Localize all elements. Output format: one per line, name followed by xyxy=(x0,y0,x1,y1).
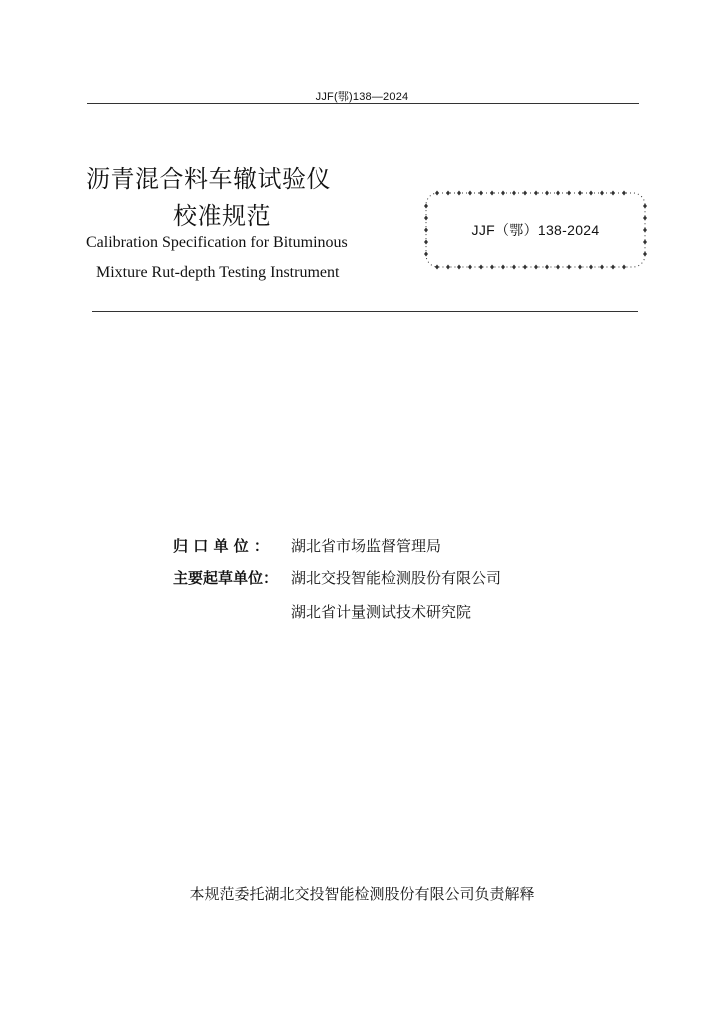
header-rule xyxy=(87,103,639,104)
interpretation-note: 本规范委托湖北交投智能检测股份有限公司负责解释 xyxy=(189,885,535,903)
drafting-unit-value-2: 湖北省计量测试技术研究院 xyxy=(291,603,472,621)
title-english-line-1: Calibration Specification for Bituminous xyxy=(86,234,348,251)
specification-code-box xyxy=(423,190,648,270)
responsible-unit-value: 湖北省市场监督管理局 xyxy=(291,537,442,555)
running-header-code: JJF(鄂)138—2024 xyxy=(315,91,409,103)
drafting-unit-row-2 xyxy=(173,601,471,622)
title-chinese-line-2: 校准规范 xyxy=(173,202,271,230)
specification-code: JJF（鄂）138-2024 xyxy=(471,222,600,238)
drafting-unit-value-1: 湖北交投智能检测股份有限公司 xyxy=(291,569,502,587)
title-rule xyxy=(92,311,638,312)
drafting-unit-row xyxy=(173,567,501,588)
drafting-unit-label: 主要起草单位： xyxy=(173,569,279,587)
responsible-unit-label: 归 口 单 位 ： xyxy=(173,537,269,555)
title-english-line-2: Mixture Rut-depth Testing Instrument xyxy=(96,264,340,281)
title-chinese-line-1: 沥青混合料车辙试验仪 xyxy=(86,165,331,193)
responsible-unit-row xyxy=(173,535,441,556)
